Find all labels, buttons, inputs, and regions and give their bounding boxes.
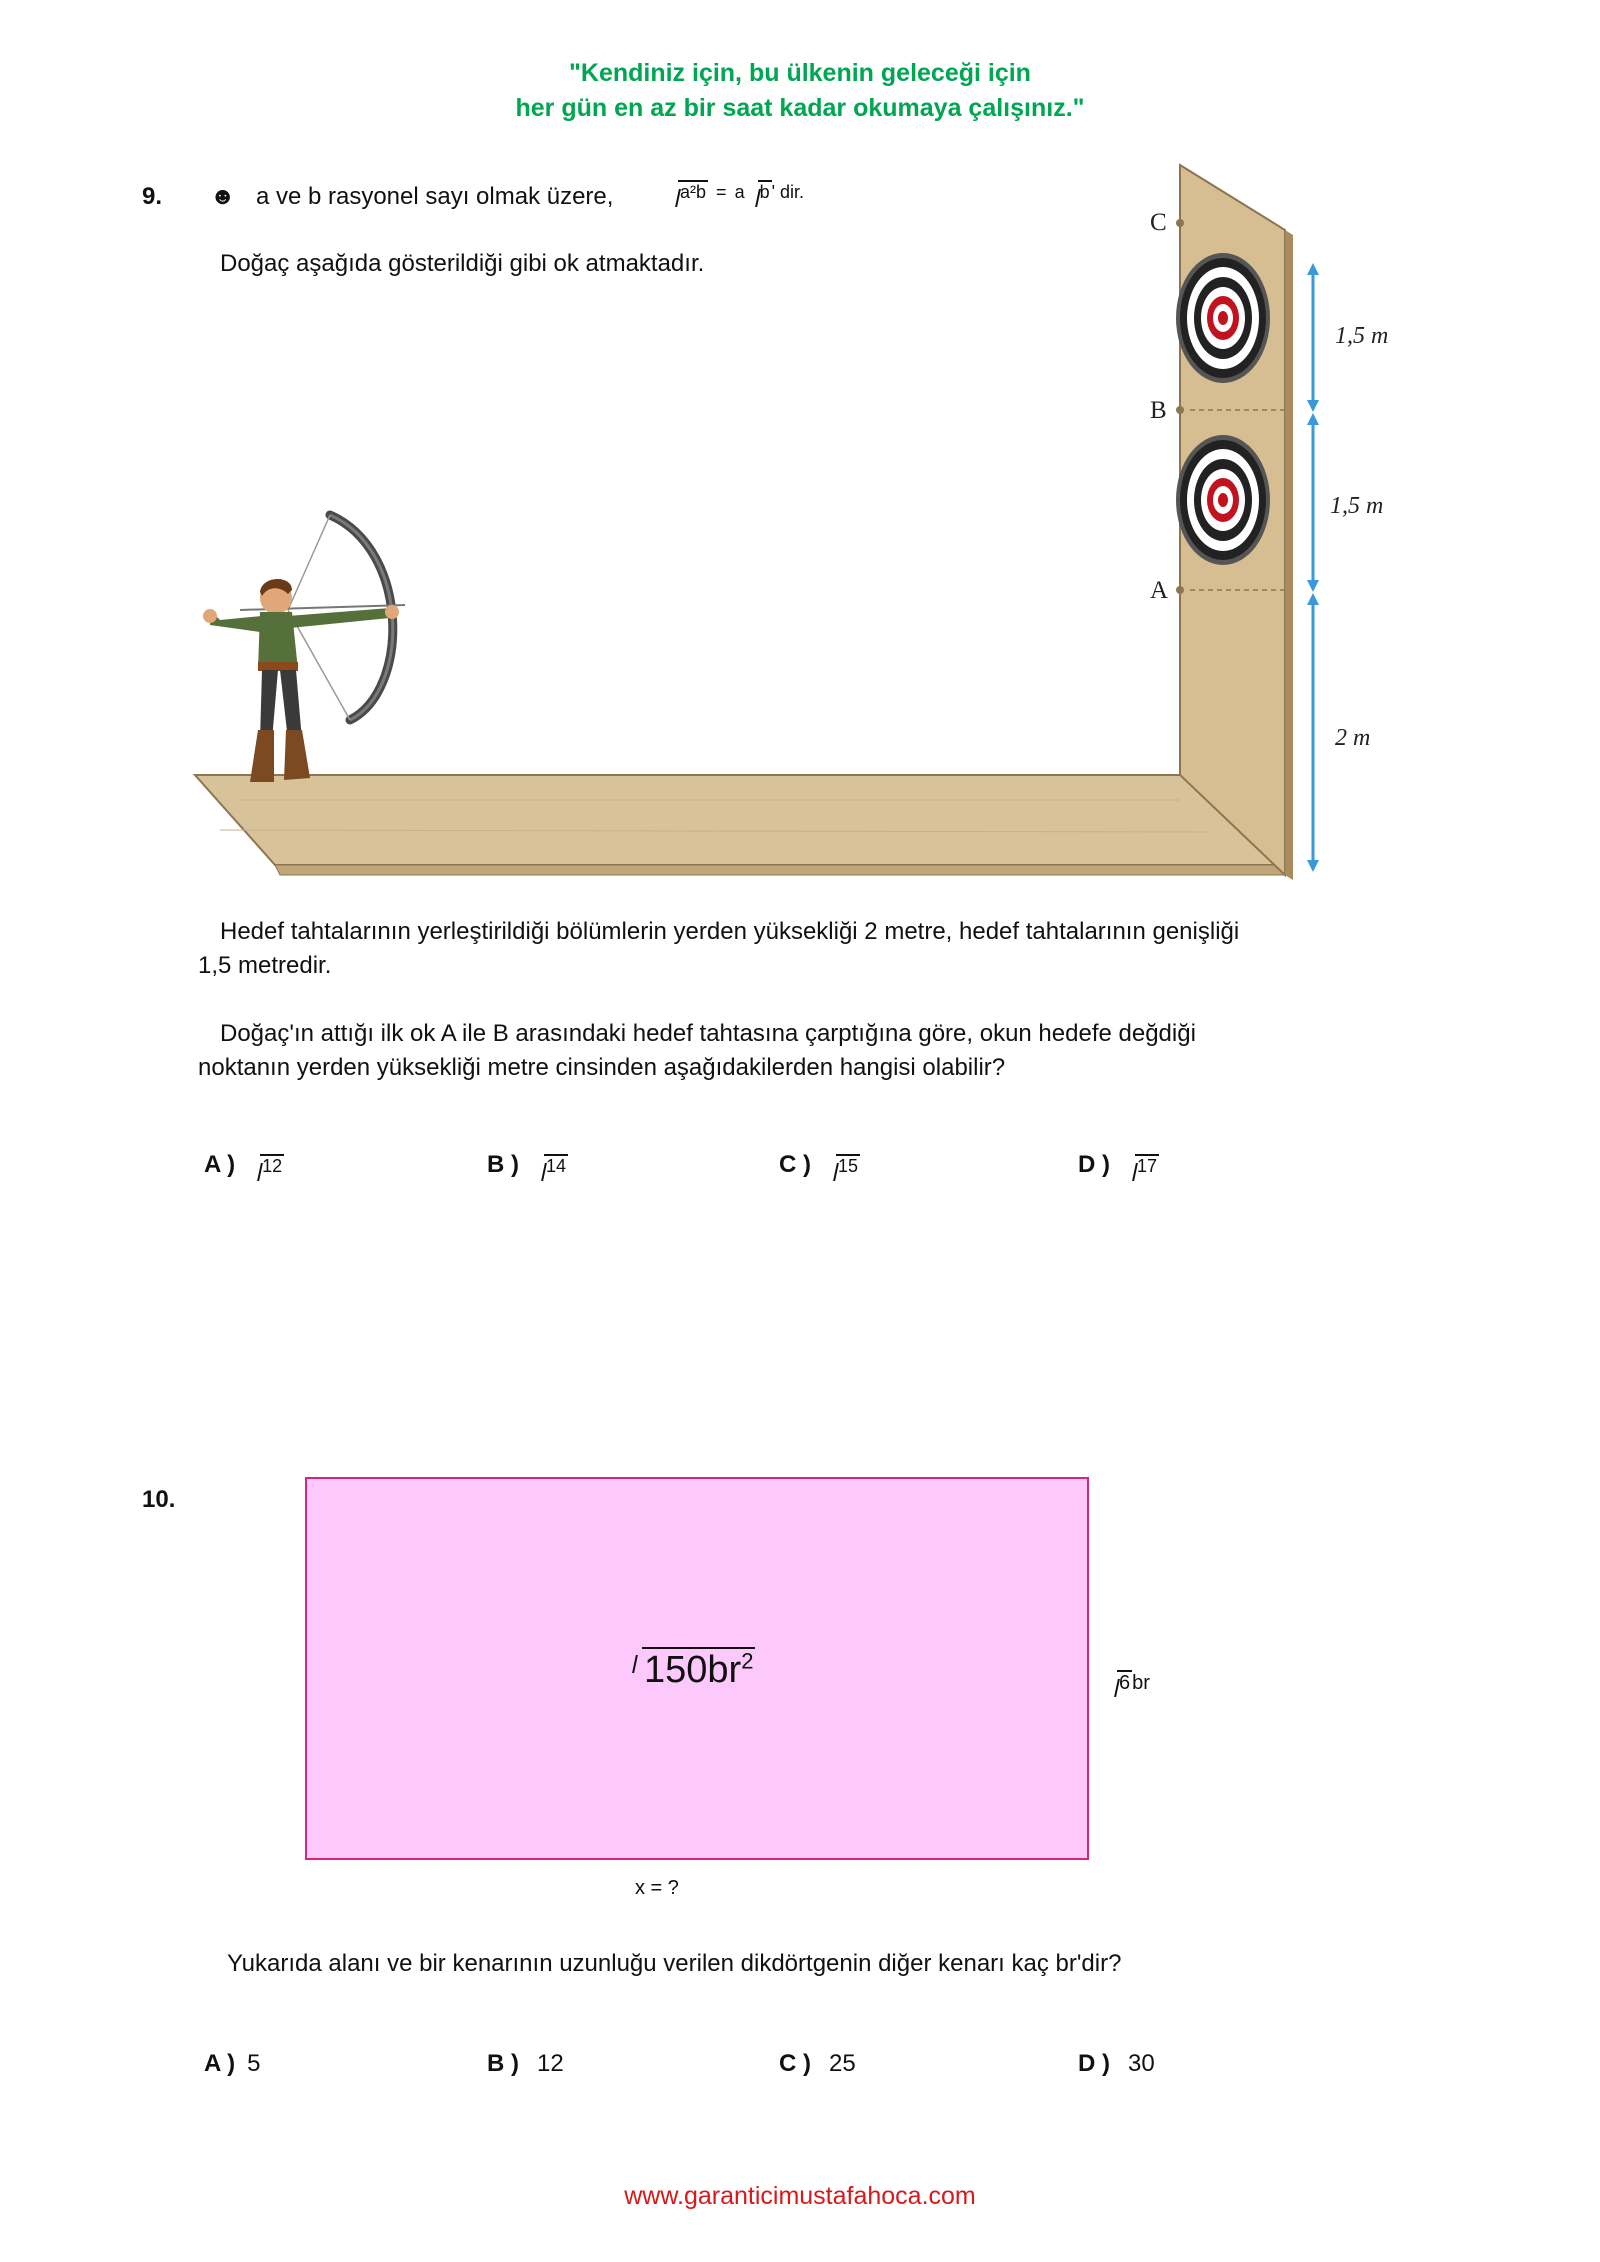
choice-letter: A ) — [204, 1151, 236, 1178]
target-board-upper — [1176, 253, 1270, 383]
question-10-text: Yukarıda alanı ve bir kenarının uzunluğu verilen dikdörtgenin diğer kenarı kaç br'dir? — [227, 1950, 1122, 1977]
side-unit: br — [1132, 1672, 1150, 1694]
choice-letter: B ) — [487, 2050, 519, 2077]
choice-letter: B ) — [487, 1151, 519, 1178]
point-b-marker — [1176, 406, 1184, 414]
question-10-choice-d[interactable] — [1078, 2050, 1155, 2078]
choice-letter: C ) — [779, 1151, 811, 1178]
question-9-choice-b[interactable] — [487, 1151, 568, 1179]
choice-value: 5 — [247, 2050, 261, 2077]
area-unit: br — [707, 1648, 742, 1691]
question-10-choice-b[interactable] — [487, 2050, 564, 2078]
question-9-choice-d[interactable] — [1078, 1151, 1159, 1179]
unknown-side-label: x = ? — [635, 1877, 679, 1899]
question-9-choice-a[interactable] — [204, 1151, 284, 1179]
formula-suffix: ' dir. — [771, 182, 805, 202]
choice-letter: D ) — [1078, 2050, 1110, 2077]
question-9-number: 9. — [142, 183, 163, 210]
label-b: B — [1150, 397, 1167, 424]
archer-illustration — [203, 515, 405, 782]
formula-left-radicand: a²b — [680, 182, 707, 202]
footer-website-link[interactable]: www.garanticimustafahoca.com — [624, 2182, 976, 2210]
side-radicand: 6 — [1119, 1672, 1131, 1694]
question-9-choice-c[interactable] — [779, 1151, 860, 1179]
area-exponent: 2 — [741, 1648, 754, 1673]
dimension-arrows — [1307, 263, 1319, 872]
motto-line-2: her gün en az bir saat kadar okumaya çalışınız." — [515, 94, 1085, 122]
dimension-label-upper: 1,5 m — [1335, 323, 1389, 349]
question-10-number: 10. — [142, 1486, 176, 1513]
formula-equals: = — [716, 182, 727, 202]
wooden-floor — [195, 775, 1285, 875]
choice-value: 12 — [537, 2050, 564, 2077]
area-radicand: 150 — [644, 1648, 708, 1691]
area-label — [622, 1648, 755, 1692]
choice-value: 14 — [546, 1156, 567, 1176]
question-9-intro-text: a ve b rasyonel sayı olmak üzere, — [255, 183, 614, 210]
point-a-marker — [1176, 586, 1184, 594]
point-c-marker — [1176, 219, 1184, 227]
choice-letter: C ) — [779, 2050, 811, 2077]
archery-figure — [180, 150, 1440, 890]
question-9-paragraph-2-line-2: noktanın yerden yüksekliği metre cinsinden aşağıdakilerden hangisi olabilir? — [198, 1054, 1006, 1081]
question-9-line-2: Doğaç aşağıda gösterildiği gibi ok atmaktadır. — [220, 250, 705, 277]
choice-value: 12 — [262, 1156, 283, 1176]
question-9-paragraph-1-line-2: 1,5 metredir. — [198, 952, 332, 979]
choice-value: 17 — [1137, 1156, 1158, 1176]
question-9-paragraph-1-line-1: Hedef tahtalarının yerleştirildiği bölümlerin yerden yüksekliği 2 metre, hedef tahtalarının genişliği — [220, 918, 1240, 945]
question-9-paragraph-2-line-1: Doğaç'ın attığı ilk ok A ile B arasındaki hedef tahtasına çarptığına göre, okun hedefe değdiği — [220, 1020, 1196, 1047]
label-c: C — [1150, 209, 1167, 236]
question-10-choice-c[interactable] — [779, 2050, 856, 2078]
choice-value: 25 — [829, 2050, 856, 2077]
dimension-label-lower: 2 m — [1335, 725, 1371, 751]
formula-right-coef: a — [734, 182, 745, 202]
formula-right-radicand: b — [759, 182, 770, 202]
label-a: A — [1150, 577, 1169, 604]
choice-letter: D ) — [1078, 1151, 1110, 1178]
choice-value: 15 — [838, 1156, 859, 1176]
smiley-icon: ☻ — [210, 183, 236, 210]
side-length-label — [1104, 1672, 1150, 1695]
choice-value: 30 — [1128, 2050, 1155, 2077]
dimension-label-middle: 1,5 m — [1330, 493, 1384, 519]
motto-line-1: "Kendiniz için, bu ülkenin geleceği için — [569, 59, 1031, 87]
target-board-lower — [1176, 435, 1270, 565]
question-10-choice-a[interactable] — [204, 2050, 260, 2078]
choice-letter: A ) — [204, 2050, 236, 2077]
